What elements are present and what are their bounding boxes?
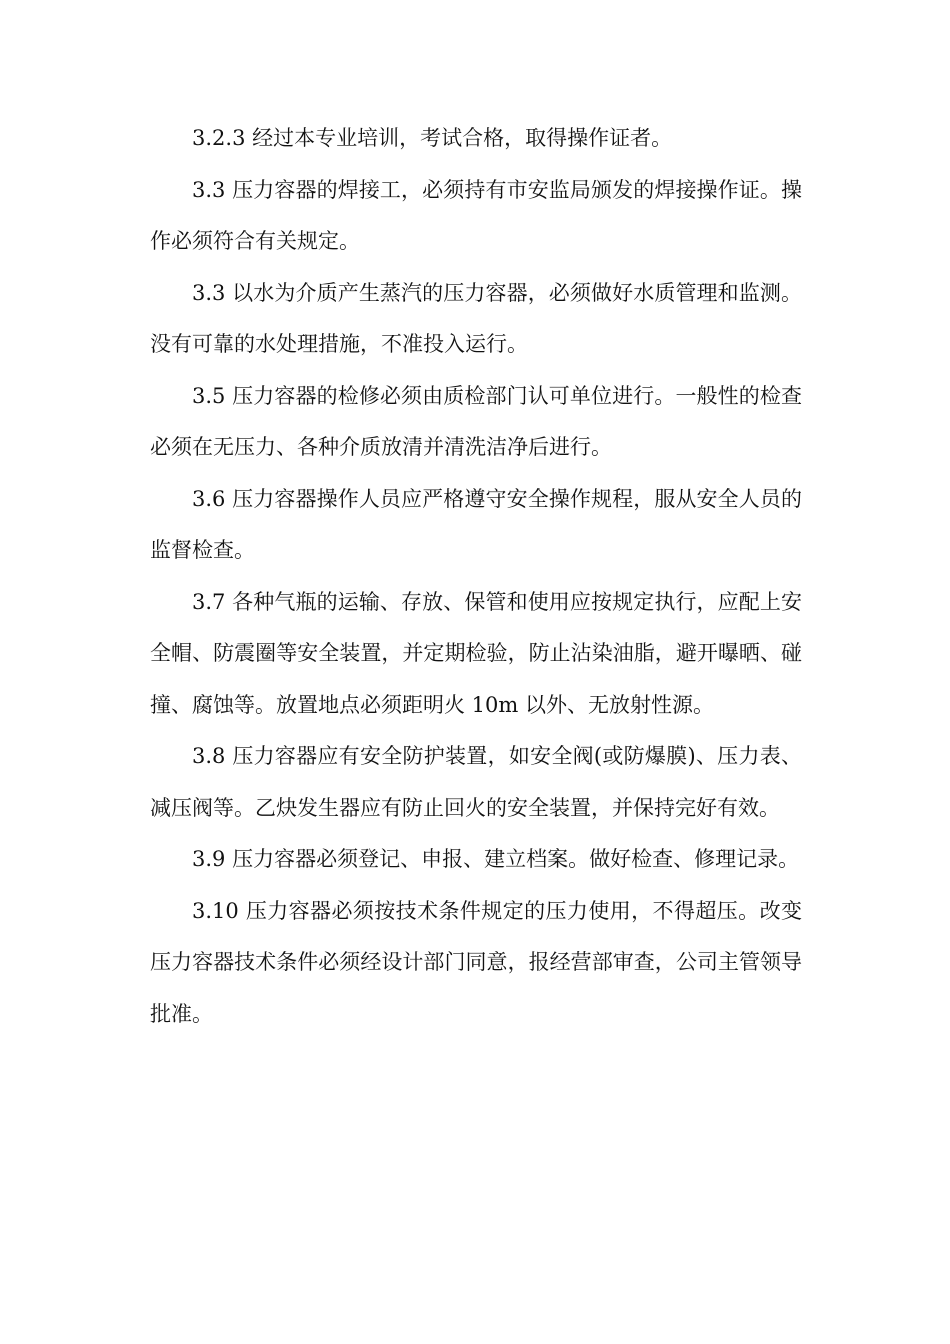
paragraph-3-8: 3.8 压力容器应有安全防护装置，如安全阀(或防爆膜)、压力表、减压阀等。乙炔发生器应有防止回火的安全装置，并保持完好有效。 [150, 744, 802, 820]
document-body [150, 113, 802, 1040]
paragraph-3-3-welder: 3.3 压力容器的焊接工，必须持有市安监局颁发的焊接操作证。操作必须符合有关规定。 [150, 177, 802, 253]
paragraph-3-10: 3.10 压力容器必须按技术条件规定的压力使用，不得超压。改变压力容器技术条件必须经设计部门同意，报经营部审查，公司主管领导批准。 [150, 898, 802, 1026]
paragraph-3-9: 3.9 压力容器必须登记、申报、建立档案。做好检查、修理记录。 [192, 847, 800, 871]
paragraph-3-7: 3.7 各种气瓶的运输、存放、保管和使用应按规定执行，应配上安全帽、防震圈等安全装置，并定期检验，防止沾染油脂，避开曝晒、碰撞、腐蚀等。放置地点必须距明火 10m 以外、无放射性源。 [150, 589, 802, 717]
paragraph-3-5: 3.5 压力容器的检修必须由质检部门认可单位进行。一般性的检查必须在无压力、各种介质放清并清洗洁净后进行。 [150, 383, 802, 459]
paragraph-3-3-water: 3.3 以水为介质产生蒸汽的压力容器，必须做好水质管理和监测。没有可靠的水处理措施，不准投入运行。 [150, 280, 802, 356]
paragraph-3-2-3: 3.2.3 经过本专业培训，考试合格，取得操作证者。 [192, 126, 673, 150]
paragraph-3-6: 3.6 压力容器操作人员应严格遵守安全操作规程，服从安全人员的监督检查。 [150, 486, 802, 562]
